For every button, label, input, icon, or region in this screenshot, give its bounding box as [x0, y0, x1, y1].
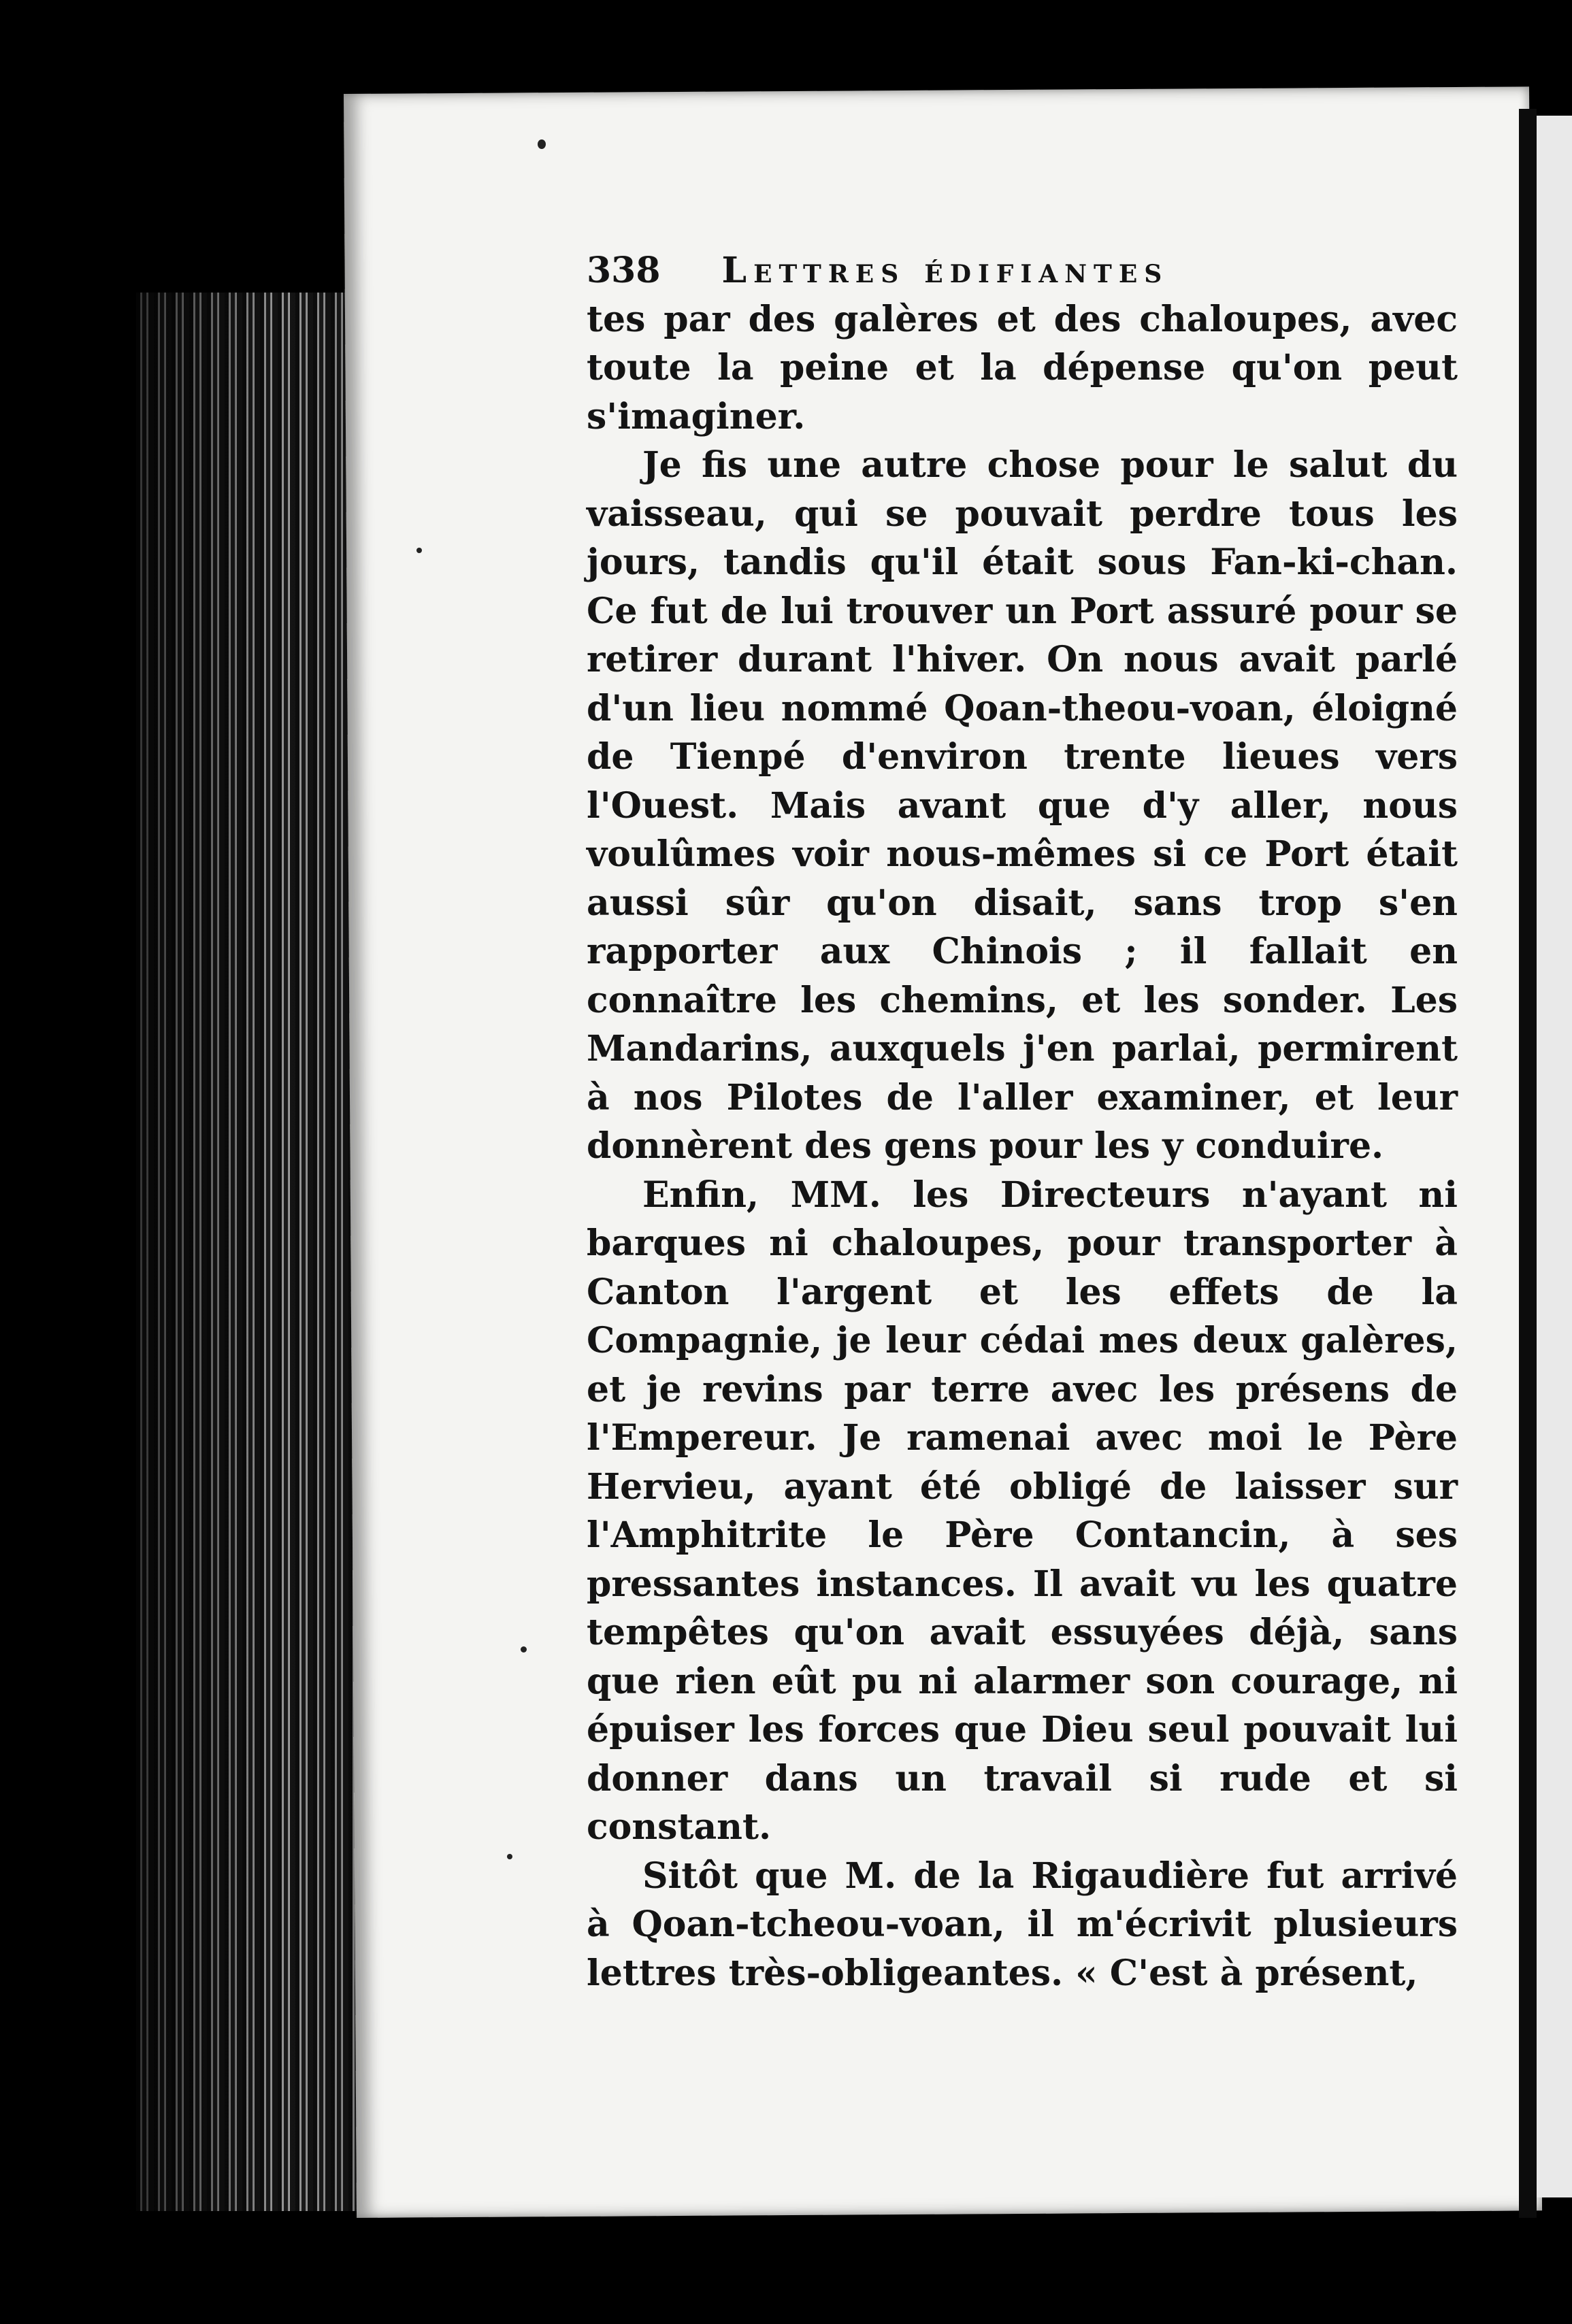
page-number: 338 — [587, 250, 661, 291]
page-text — [587, 246, 1458, 1997]
next-page-edge — [1537, 116, 1572, 2197]
running-head-title: Lettres édifiantes — [721, 250, 1169, 291]
paragraph-3: Enfin, MM. les Directeurs n'ayant ni barques ni chaloupes, pour transporter à Canton l'argent et les effets de la Compagnie, je leur cédai mes deux galères, et je revins par terre avec les présens de l'Empereur. Je ramenai avec moi le Père Hervieu, ayant été obligé de laisser sur l'Amphitrite le Père Contancin, à ses pressantes instances. Il avait vu les quatre tempêtes qu'on avait essuyées déjà, sans que rien eût pu ni alarmer son courage, ni épuiser les forces que Dieu seul pouvait lui donner dans un travail si rude et si constant. — [587, 1174, 1458, 1848]
binding-gutter — [1519, 109, 1537, 2218]
paragraph-4: Sitôt que M. de la Rigaudière fut arrivé à Qoan-tcheou-voan, il m'écrivit plusieurs lettres très-obligeantes. « C'est à présent, — [587, 1855, 1458, 1994]
paragraph-1: tes par des galères et des chaloupes, avec toute la peine et la dépense qu'on peut s'imaginer. — [587, 298, 1458, 437]
paragraph-2: Je fis une autre chose pour le salut du vaisseau, qui se pouvait perdre tous les jours, tandis qu'il était sous Fan-ki-chan. Ce fut de lui trouver un Port assuré pour se retirer durant l'hiver. On nous avait parlé d'un lieu nommé Qoan-theou-voan, éloigné de Tienpé d'environ trente lieues vers l'Ouest. Mais avant que d'y aller, nous voulûmes voir nous-mêmes si ce Port était aussi sûr qu'on disait, sans trop s'en rapporter aux Chinois ; il fallait en connaître les chemins, et les sonder. Les Mandarins, auxquels j'en parlai, permirent à nos Pilotes de l'aller examiner, et leur donnèrent des gens pour les y conduire. — [587, 444, 1458, 1167]
running-head — [587, 246, 1458, 295]
